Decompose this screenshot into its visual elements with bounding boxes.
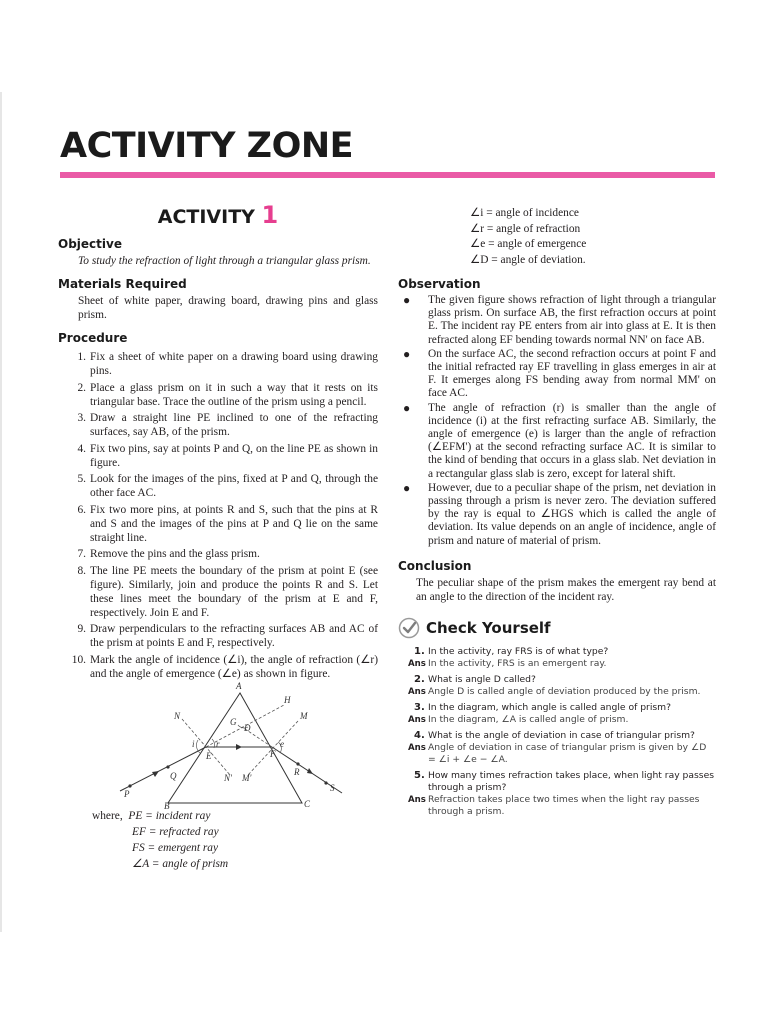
- observation-item: ● The angle of refraction (r) is smaller than the angle of incidence (i) at the first refracting surface AB. Similarly, the angle of emergence (e) is larger than the angle of refraction (∠EFM') at the second refracting surface AC. It is similar to the kind of bending that occurs in a glass slab. Net deviation in a rectangular glass slab is zero, except for lateral shift.: [403, 400, 716, 480]
- question: 4. What is the angle of deviation in case of triangular prism?: [414, 729, 695, 741]
- procedure-step: 7. Remove the pins and the glass prism.: [77, 548, 260, 560]
- prism-diagram: [58, 680, 378, 811]
- question: 2. What is angle D called?: [414, 673, 536, 685]
- normal-mm: [248, 721, 298, 775]
- pin-q: [166, 765, 169, 768]
- materials-heading: Materials Required: [58, 277, 187, 291]
- observation-item: ● The given figure shows refraction of light through a triangular glass prism. On surface AB, the first refraction occurs at point E. The incident ray PE enters from air into glass at E. It is then refracted along EF bending towards normal NN' on face AB.: [403, 293, 716, 346]
- label-a: A: [236, 680, 242, 691]
- checkmark-icon: [398, 617, 420, 639]
- answer: Ans Refraction takes place two times when the light ray passes through a prism.: [408, 793, 700, 817]
- label-e-angle: e: [280, 738, 284, 749]
- activity-heading: [58, 200, 378, 230]
- title-underline: [60, 172, 715, 178]
- incident-ray: [120, 747, 206, 791]
- label-n-prime: N': [224, 772, 232, 783]
- procedure-step: 3. Draw a straight line PE inclined to one of the refracting surfaces, say AB, of the prism.: [77, 412, 378, 438]
- observation-item: ● However, due to a peculiar shape of the prism, net deviation in passing through a prism is never zero. The deviation suffered by the ray is equal to ∠HGS which is called the angle of deviation. Its value depends on an angle of incidence, angle of prism and nature of material of prism.: [403, 480, 716, 547]
- procedure-list: [58, 350, 378, 681]
- procedure-step: 5. Look for the images of the pins, fixed at P and Q, through the other face AC.: [77, 473, 378, 499]
- label-i: i: [192, 738, 195, 749]
- answer: Ans Angle D is called angle of deviation produced by the prism.: [408, 685, 701, 697]
- left-column: [58, 200, 378, 873]
- label-p: P: [124, 788, 130, 799]
- answer: Ans In the diagram, ∠A is called angle of prism.: [408, 713, 629, 725]
- label-f: F: [270, 748, 276, 759]
- label-c: C: [304, 798, 311, 809]
- symbol-row: ∠i = angle of incidence: [470, 207, 579, 219]
- symbol-row: ∠e = angle of emergence: [470, 238, 587, 250]
- question: 1. In the activity, ray FRS is of what type?: [414, 645, 609, 657]
- right-column: [398, 206, 716, 818]
- bullet-icon: ●: [403, 480, 411, 495]
- procedure-step: 1. Fix a sheet of white paper on a drawing board using drawing pins.: [77, 351, 378, 377]
- symbol-row: ∠D = angle of deviation.: [470, 253, 586, 266]
- label-r: R: [294, 766, 300, 777]
- pin-p: [128, 784, 131, 787]
- materials-text: Sheet of white paper, drawing board, drawing pins and glass prism.: [78, 295, 378, 321]
- symbol-definitions: [398, 206, 716, 268]
- page-edge-rule: [0, 92, 2, 932]
- label-d: D: [244, 722, 251, 733]
- label-b: B: [164, 800, 170, 811]
- question: 5. How many times refraction takes place, when light ray passes through a prism?: [414, 769, 715, 793]
- angle-i-arc: [196, 740, 200, 753]
- label-q: Q: [170, 770, 177, 781]
- label-r-angle: r: [216, 738, 220, 749]
- objective-heading: Objective: [58, 237, 122, 251]
- page-title: ACTIVITY ZONE: [60, 126, 354, 166]
- procedure-step: 4. Fix two pins, say at points P and Q, on the line PE as shown in figure.: [77, 442, 378, 469]
- answer: Ans Angle of deviation in case of triangular prism is given by ∠D = ∠i + ∠e − ∠A.: [408, 741, 707, 765]
- conclusion-heading: Conclusion: [398, 558, 472, 573]
- label-n: N: [174, 710, 181, 721]
- observation-item: ● On the surface AC, the second refraction occurs at point F and the initial refracted ray EF travelling in glass emerges in air at F. It emerges along FS bending away from normal MM' on face AC.: [403, 346, 716, 400]
- procedure-heading: Procedure: [58, 331, 128, 345]
- bullet-icon: ●: [403, 293, 411, 307]
- answer: Ans In the activity, FRS is an emergent ray.: [408, 657, 607, 669]
- refracted-arrow: [236, 744, 242, 750]
- observation-heading: Observation: [398, 277, 481, 291]
- question: 3. In the diagram, which angle is called angle of prism?: [414, 701, 672, 713]
- conclusion-text: The peculiar shape of the prism makes the emergent ray bend at an angle to the direction of the incident ray.: [416, 576, 716, 603]
- pin-s: [324, 781, 327, 784]
- label-h: H: [284, 694, 291, 705]
- activity-number: 1: [261, 201, 279, 229]
- emergent-arrow: [307, 768, 313, 774]
- procedure-step: 8. The line PE meets the boundary of the prism at point E (see figure). Similarly, join and produce the points R and S. Let these lines meet the boundary of the prism at E and F, respectively. Join E and F.: [77, 564, 378, 619]
- legend-item: ∠A = angle of prism: [132, 857, 229, 870]
- legend-item: EF = refracted ray: [132, 825, 219, 838]
- label-e: E: [206, 750, 212, 761]
- check-yourself-list: [398, 646, 716, 818]
- pin-r: [296, 762, 299, 765]
- objective-text: To study the refraction of light through a triangular glass prism.: [78, 255, 371, 267]
- label-s: S: [330, 782, 335, 793]
- symbol-row: ∠r = angle of refraction: [470, 222, 581, 235]
- procedure-step: 2. Place a glass prism on it in such a way that it rests on its triangular base. Trace the outline of the prism using a pencil.: [77, 381, 378, 408]
- bullet-icon: ●: [403, 400, 411, 415]
- label-g: G: [230, 716, 237, 727]
- procedure-step: 9. Draw perpendiculars to the refracting surfaces AB and AC of the prism at points E and F, respectively.: [77, 623, 378, 649]
- observation-list: [398, 294, 716, 548]
- label-m-prime: M': [242, 772, 252, 783]
- figure-legend: [58, 809, 378, 873]
- legend-item: FS = emergent ray: [132, 841, 219, 854]
- activity-word: ACTIVITY: [157, 206, 255, 228]
- legend-where: where, PE = incident ray: [92, 809, 211, 822]
- check-yourself-heading: [398, 616, 716, 640]
- procedure-step: 10. Mark the angle of incidence (∠i), the angle of refraction (∠r) and the angle of emergence (∠e) as shown in figure.: [71, 653, 378, 680]
- bullet-icon: ●: [403, 346, 411, 361]
- procedure-step: 6. Fix two more pins, at points R and S, such that the pins at R and S and the images of the pins at P and Q lie on the same straight line.: [77, 503, 378, 544]
- check-yourself-title: Check Yourself: [426, 618, 551, 637]
- label-m: M: [300, 710, 308, 721]
